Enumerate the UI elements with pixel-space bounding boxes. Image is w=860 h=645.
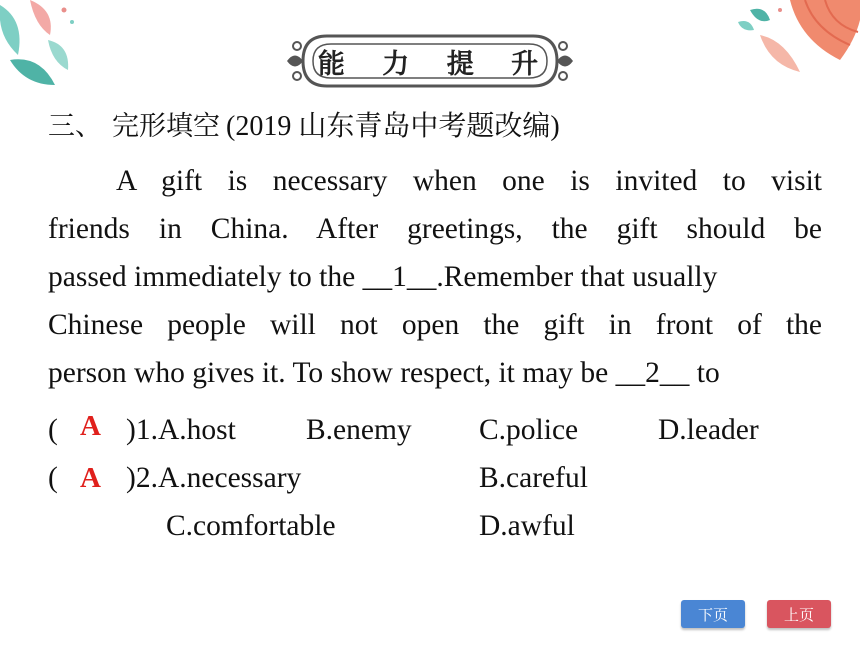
passage-line-1	[48, 157, 822, 205]
question-1-option-a: )1.A.host	[126, 414, 236, 446]
question-2-option-b: B.careful	[479, 462, 588, 494]
passage-line-2: friends in China. After greetings, the gift should be	[48, 213, 822, 245]
prev-page-label: 上页	[783, 605, 814, 624]
question-1-option-d: D.leader	[658, 414, 759, 446]
leaf-decoration-top-right	[730, 0, 860, 85]
next-page-label: 下页	[697, 605, 728, 624]
next-page-button[interactable]	[681, 600, 745, 628]
leaf-decoration-top-left	[0, 0, 80, 95]
banner-title: 能 力 提 升	[317, 48, 553, 80]
section-source: (2019 山东青岛中考题改编)	[226, 111, 560, 142]
passage-line-3: passed immediately to the __1__.Remember that usually	[48, 261, 718, 293]
section-heading	[48, 104, 560, 144]
prev-page-button[interactable]	[767, 600, 831, 628]
question-2-paren: (	[48, 462, 58, 494]
passage-line-5: person who gives it. To show respect, it may be __2__ to	[48, 357, 720, 389]
passage-line-4: Chinese people will not open the gift in front of the	[48, 309, 822, 341]
question-2-option-c: C.comfortable	[166, 510, 336, 542]
section-number: 三、	[48, 111, 102, 142]
question-1-option-c: C.police	[479, 414, 579, 446]
question-1-option-b: B.enemy	[306, 414, 412, 446]
passage-line-1-text: A gift is necessary when one is invited to visit	[116, 165, 822, 197]
question-2-option-a: )2.A.necessary	[126, 462, 302, 494]
question-2-option-d: D.awful	[479, 510, 575, 542]
question-1-answer: A	[80, 410, 101, 442]
section-banner	[285, 28, 575, 94]
section-label: 完形填空	[112, 111, 220, 142]
question-1-paren: (	[48, 414, 58, 446]
question-2-answer: A	[80, 462, 101, 494]
